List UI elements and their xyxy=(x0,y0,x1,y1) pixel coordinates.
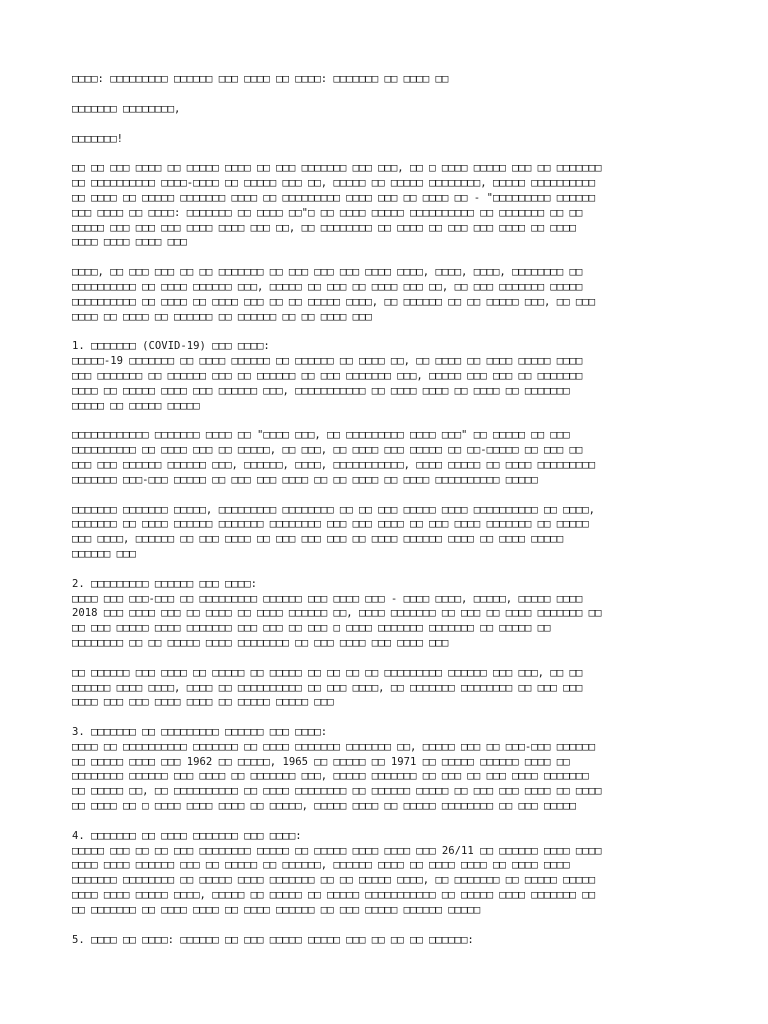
section-covid xyxy=(72,339,698,561)
text-line: □□□ □□□□ □□ □□□□: □□□□□□□ □□ □□□□ □□"□ □□ □□□□ □□□□□ □□□□□□□□□□ □□ □□□□□□□ □□ □□ xyxy=(72,206,583,219)
section-heading: 1. □□□□□□□ (COVID-19) □□□ □□□□: xyxy=(72,340,270,353)
section-heading: 2. □□□□□□□□□ □□□□□□ □□□ □□□□: xyxy=(72,577,257,590)
text-line: □□□ □□□□, □□□□□□ □□ □□□ □□□□ □□ □□□ □□□ □□□ □□ □□□□ □□□□□□ □□□□ □□ □□□□ □□□□□ xyxy=(72,533,564,546)
text-line: □□□□□□□□ □□□□□□ □□□ □□□□ □□ □□□□□□□ □□□, □□□□□ □□□□□□□ □□ □□□ □□ □□□ □□□□ □□□□□□□ xyxy=(72,770,589,783)
section-paragraph xyxy=(72,844,698,918)
section-heading: 4. □□□□□□□ □□ □□□□ □□□□□□□ □□□ □□□□: xyxy=(72,829,302,842)
section-paragraph xyxy=(72,740,698,814)
overview-paragraph xyxy=(72,265,698,324)
text-line: □□□□ □□ □□□□□ □□□□ □□□ □□□□□□ □□□, □□□□□□□□□□□ □□ □□□□ □□□□ □□ □□□□ □□ □□□□□□□ xyxy=(72,384,570,397)
text-line: □□ □□□□ □□ □□□□□ □□□□□□□ □□□□ □□ □□□□□□□□□ □□□□ □□□ □□ □□□□ □□ - "□□□□□□□□□ □□□□□□ xyxy=(72,191,595,204)
subject-line: □□□□: □□□□□□□□□ □□□□□□ □□□ □□□□ □□ □□□□: □□□□□□□ □□ □□□□ □□ xyxy=(72,73,449,85)
section-paragraph xyxy=(72,503,698,562)
text-line: □□□□□□□ □□ □□□□ □□□□□□ □□□□□□□ □□□□□□□□ □□□ □□□ □□□□ □□ □□□ □□□□ □□□□□□□ □□ □□□□□ xyxy=(72,518,589,531)
text-line: □□ □□□□□□□ □□ □□□□ □□□□ □□ □□□□ □□□□□□ □□ □□□ □□□□□ □□□□□□ □□□□□ xyxy=(72,903,481,916)
text-line: □□ □□□ □□□□□ □□□□ □□□□□□□ □□□ □□□ □□ □□□ □ □□□□ □□□□□□□ □□□□□□□ □□ □□□□□ □□ xyxy=(72,622,551,635)
text-line: □□ □□□□□ □□, □□ □□□□□□□□□□ □□ □□□□ □□□□□□□□ □□ □□□□□□ □□□□□ □□ □□□ □□□ □□□□ □□ □□□□ xyxy=(72,785,602,798)
text-line: □□□□□□□ □□□□□□□□ □□ □□□□□ □□□□ □□□□□□□ □□ □□ □□□□□ □□□□, □□ □□□□□□□ □□ □□□□□ □□□□□ xyxy=(72,874,595,887)
salutation: □□□□□□□ □□□□□□□□, xyxy=(72,102,181,115)
section-paragraph xyxy=(72,354,698,413)
text-line: □□ □□ □□□ □□□□ □□ □□□□□ □□□□ □□ □□□ □□□□□□□ □□□ □□□, □□ □ □□□□ □□□□□ □□□ □□ □□□□□□□ xyxy=(72,162,602,175)
text-line: □□□□, □□ □□□ □□□ □□ □□ □□□□□□□ □□ □□□ □□□ □□□ □□□□ □□□□, □□□□, □□□□, □□□□□□□□ □□ xyxy=(72,266,583,279)
text-line: □□□□□ □□ □□□□□ □□□□□ xyxy=(72,399,200,412)
text-line: □□□□□□ □□□□ □□□□, □□□□ □□ □□□□□□□□□□ □□ □□□ □□□□, □□ □□□□□□□ □□□□□□□□ □□ □□□ □□□ xyxy=(72,681,583,694)
text-line: □□ □□□□ □□ □ □□□□ □□□□ □□□□ □□ □□□□□, □□□□□ □□□□ □□ □□□□□ □□□□□□□□ □□ □□□ □□□□□ xyxy=(72,800,576,813)
section-paragraph xyxy=(72,428,698,487)
text-line: 2018 □□□ □□□□ □□□ □□ □□□□ □□ □□□□ □□□□□□ □□, □□□□ □□□□□□□ □□ □□□ □□ □□□□ □□□□□□□ □□ xyxy=(72,607,602,620)
document-page xyxy=(72,72,698,947)
section-heading: 5. □□□□ □□ □□□□: □□□□□□ □□ □□□ □□□□□ □□□□□ □□□ □□ □□ □□ □□□□□□: xyxy=(72,933,474,946)
section-3 xyxy=(72,725,698,814)
text-line: □□□□□ □□□ □□□ □□□ □□□□ □□□□ □□□ □□, □□ □□□□□□□□ □□ □□□□ □□ □□□ □□□ □□□□ □□ □□□□ xyxy=(72,221,576,234)
text-line: □□□□□□□□□□ □□ □□□□ □□ □□□□ □□□ □□ □□ □□□□□ □□□□, □□ □□□□□□ □□ □□ □□□□□ □□□, □□ □□□ xyxy=(72,295,595,308)
text-line: □□□□□□□□□□ □□ □□□□ □□□□□□ □□□, □□□□□ □□ □□□ □□ □□□□ □□□ □□, □□ □□□ □□□□□□□ □□□□□ xyxy=(72,280,583,293)
text-line: □□ □□□□□□□□□□ □□□□-□□□□ □□ □□□□□ □□□ □□, □□□□□ □□ □□□□□ □□□□□□□□, □□□□□ □□□□□□□□□□ xyxy=(72,177,595,190)
text-line: □□□ □□□ □□□□□□ □□□□□□ □□□, □□□□□□, □□□□, □□□□□□□□□□□, □□□□ □□□□□ □□ □□□□ □□□□□□□□□ xyxy=(72,458,595,471)
text-line: □□□□ □□□ □□□-□□□ □□ □□□□□□□□□ □□□□□□ □□□ □□□□ □□□ - □□□□ □□□□, □□□□□, □□□□□ □□□□ xyxy=(72,592,583,605)
text-line: □□□□□□□□ □□ □□ □□□□□ □□□□ □□□□□□□□ □□ □□□ □□□□ □□□ □□□□ □□□ xyxy=(72,636,449,649)
greeting: □□□□□□□! xyxy=(72,132,124,145)
text-line: □□□□□□ □□□ xyxy=(72,547,136,560)
text-line: □□□ □□□□□□□ □□ □□□□□□ □□□ □□ □□□□□□ □□ □□□ □□□□□□□ □□□, □□□□□ □□□ □□□ □□ □□□□□□□ xyxy=(72,369,583,382)
text-line: □□□□□ □□□ □□ □□ □□□ □□□□□□□□ □□□□□ □□ □□□□□ □□□□ □□□□ □□□ 26/11 □□ □□□□□□ □□□□ □□□□ xyxy=(72,844,602,857)
text-line: □□□□ □□□□ □□□□□□ □□□ □□ □□□□□ □□ □□□□□□, □□□□□□ □□□□ □□ □□□□ □□□□ □□ □□□□ □□□□ xyxy=(72,859,570,872)
section-5 xyxy=(72,933,698,948)
section-2 xyxy=(72,577,698,710)
intro-paragraph xyxy=(72,161,698,250)
text-line: □□□□ □□□□ □□□□□ □□□□, □□□□□ □□ □□□□□ □□ □□□□□ □□□□□□□□□□□ □□ □□□□□ □□□□ □□□□□□□ □□ xyxy=(72,889,595,902)
text-line: □□ □□□□□□ □□□ □□□□ □□ □□□□□ □□ □□□□□ □□ □□ □□ □□ □□□□□□□□□ □□□□□□ □□□ □□□, □□ □□ xyxy=(72,666,583,679)
text-line: □□□□ □□□□ □□□□ □□□ xyxy=(72,236,187,249)
section-paragraph xyxy=(72,666,698,710)
text-line: □□□□□□□ □□□□□□□ □□□□□, □□□□□□□□□ □□□□□□□□ □□ □□ □□□ □□□□□ □□□□ □□□□□□□□□□ □□ □□□□, xyxy=(72,503,595,516)
text-line: □□□□□-19 □□□□□□□ □□ □□□□ □□□□□□ □□ □□□□□□ □□ □□□□ □□, □□ □□□□ □□ □□□□ □□□□□ □□□□ xyxy=(72,355,583,368)
text-line: □□□□□□□□□□□□ □□□□□□□ □□□□ □□ "□□□□ □□□, □□ □□□□□□□□□ □□□□ □□□" □□ □□□□□ □□ □□□ xyxy=(72,429,570,442)
text-line: □□□□ □□ □□□□ □□ □□□□□□ □□ □□□□□□ □□ □□ □□□□ □□□ xyxy=(72,310,372,323)
text-line: □□□□□□□ □□□-□□□ □□□□□ □□ □□□ □□□ □□□□ □□ □□ □□□□ □□ □□□□ □□□□□□□□□□ □□□□□ xyxy=(72,473,538,486)
section-heading: 3. □□□□□□□ □□ □□□□□□□□□ □□□□□□ □□□ □□□□: xyxy=(72,726,328,739)
text-line: □□□□□□□□□□ □□ □□□□ □□□ □□ □□□□□, □□ □□□, □□ □□□□ □□□ □□□□□ □□ □□-□□□□□ □□ □□□ □□ xyxy=(72,444,583,457)
text-line: □□□□ □□□ □□□ □□□□ □□□□ □□ □□□□□ □□□□□ □□□ xyxy=(72,696,334,709)
section-paragraph xyxy=(72,592,698,651)
section-4 xyxy=(72,829,698,918)
text-line: □□□□ □□ □□□□□□□□□□ □□□□□□□ □□ □□□□ □□□□□□□ □□□□□□□ □□, □□□□□ □□□ □□ □□□-□□□ □□□□□□ xyxy=(72,740,595,753)
text-line: □□ □□□□□ □□□□ □□□ 1962 □□ □□□□□, 1965 □□ □□□□□ □□ 1971 □□ □□□□□ □□□□□□ □□□□ □□ xyxy=(72,755,570,768)
